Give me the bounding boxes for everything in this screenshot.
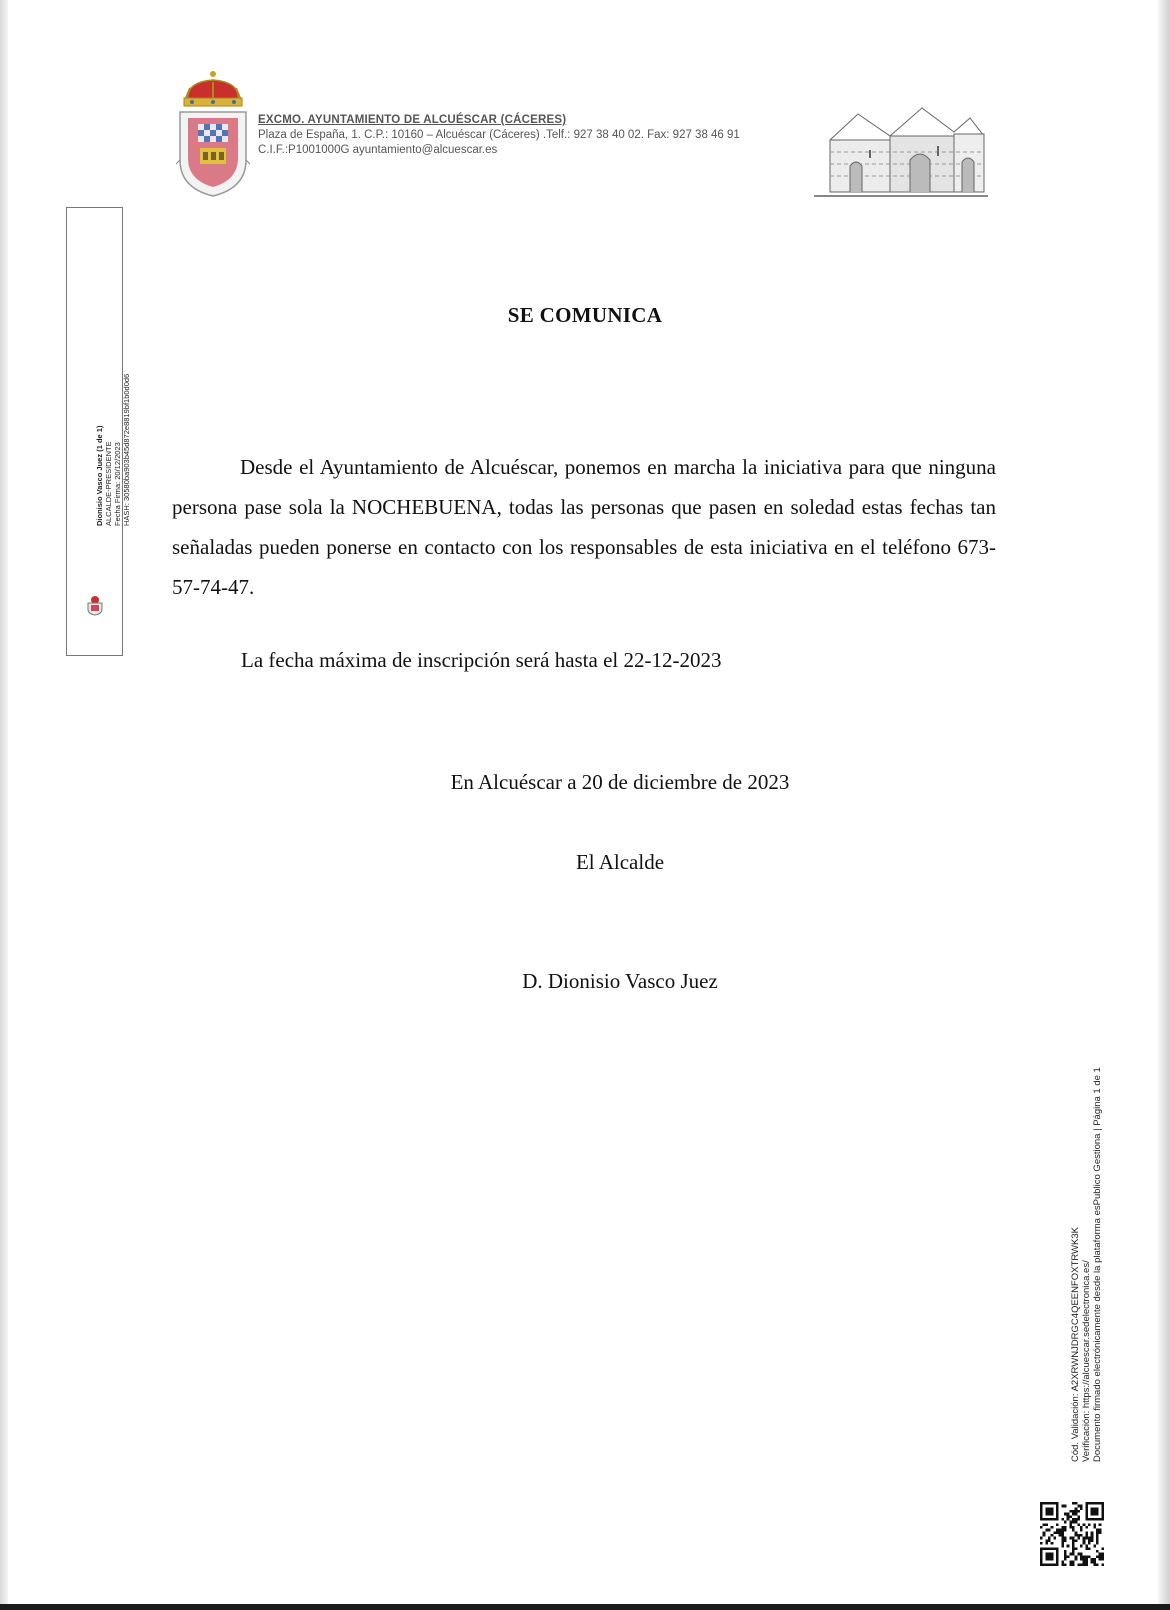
signer-title: El Alcalde [575, 850, 665, 874]
tax-id-line: C.I.F.:P1001000G ayuntamiento@alcuescar.es [258, 144, 498, 156]
signer-name: D. Dionisio Vasco Juez [522, 969, 718, 993]
platform-note: Documento firmado electrónicamente desde la plataforma esPublico Gestiona | Página 1 de 1 [1092, 1067, 1103, 1462]
validation-code: Cód. Validación: A2XRWNJDRGC4QEENFOXTRWK3K [1070, 1227, 1081, 1462]
page-bottom-edge [0, 1604, 1170, 1610]
page-edge-right [1158, 0, 1170, 1610]
page-edge-left [0, 0, 8, 1610]
church-illustration-icon [810, 100, 990, 198]
coat-of-arms-icon [176, 68, 250, 200]
letterhead [258, 113, 740, 158]
announcement-body [172, 447, 996, 607]
place-and-date: En Alcuéscar a 20 de diciembre de 2023 [450, 770, 790, 794]
organization-name: EXCMO. AYUNTAMIENTO DE ALCUÉSCAR (CÁCERES) [258, 114, 567, 126]
signature-stamp [66, 207, 131, 656]
verification-url: Verificación: https://alcuescar.sedelectronica.es/ [1081, 1260, 1092, 1462]
stamp-signer: Dionisio Vasco Juez (1 de 1) [95, 425, 104, 526]
registration-deadline: La fecha máxima de inscripción será hasta el 22-12-2023 [241, 648, 722, 672]
stamp-hash: HASH: 30580ba903b45d872e8819bf1b0d0d6 [122, 373, 131, 526]
address-line: Plaza de España, 1. C.P.: 10160 – Alcuéscar (Cáceres) .Telf.: 927 38 40 02. Fax: 927 38 46 91 [258, 129, 740, 141]
stamp-role: ALCALDE-PRESIDENTE [104, 441, 113, 526]
document-title: SE COMUNICA [507, 303, 663, 327]
stamp-crest-icon [85, 594, 105, 616]
stamp-date: Fecha Firma: 20/12/2023 [113, 442, 122, 526]
qr-code-icon [1040, 1502, 1104, 1566]
announcement-text: Desde el Ayuntamiento de Alcuéscar, ponemos en marcha la iniciativa para que ninguna persona pase sola la NOCHEBUENA, todas las personas que pasen en soledad estas fechas tan señaladas pueden ponerse en contacto con los responsables de esta iniciativa en el teléfono 673-57-74-47. [172, 455, 996, 599]
